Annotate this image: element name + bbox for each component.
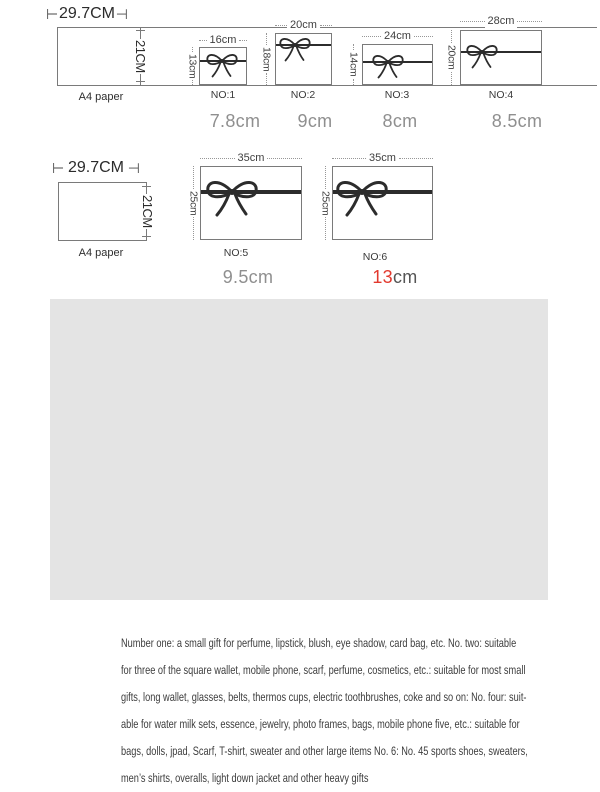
box-number-label: NO:6 — [362, 251, 388, 263]
box-depth-size: 9.5cm — [222, 267, 274, 287]
a4-height-label: 21CM — [140, 195, 155, 228]
box-height-dimension — [445, 30, 458, 85]
description-panel — [50, 299, 548, 785]
box-height-label: 14cm — [347, 52, 360, 77]
dimension-tick — [136, 81, 145, 82]
box-depth-size: 7.8cm — [209, 111, 261, 131]
bow-icon — [370, 52, 406, 82]
box-depth-size-value: 13 — [372, 267, 393, 287]
a4-caption: A4 paper — [78, 91, 124, 103]
bow-icon — [204, 51, 240, 81]
box-height-label: 25cm — [319, 190, 332, 216]
box-width-label: 28cm — [485, 15, 518, 28]
box-height-dimension — [187, 166, 200, 240]
box-width-label: 35cm — [366, 152, 399, 165]
box-number-label: NO:3 — [384, 89, 410, 101]
box-number-label: NO:1 — [210, 89, 236, 101]
box-height-label: 25cm — [187, 190, 200, 216]
box-width-dimension — [460, 15, 542, 28]
a4-width-dimension — [52, 159, 140, 177]
a4-width-dimension — [46, 5, 128, 23]
a4-height-dimension — [139, 189, 156, 234]
dimension-tick — [136, 30, 145, 31]
box-height-dimension — [260, 33, 273, 85]
box-width-dimension — [199, 34, 247, 47]
box-width-label: 20cm — [287, 19, 320, 32]
box-width-dimension — [362, 30, 433, 43]
box-height-dimension — [186, 47, 199, 85]
box-number-label: NO:5 — [223, 247, 249, 259]
bow-icon — [334, 177, 390, 223]
box-depth-size-unit: cm — [393, 267, 418, 287]
box-number-label: NO:2 — [290, 89, 316, 101]
a4-band-bottom-line — [57, 85, 597, 86]
a4-paper-outline — [58, 182, 147, 241]
box-height-label: 20cm — [445, 45, 458, 70]
box-height-dimension — [319, 166, 332, 240]
box-depth-size-highlighted — [360, 267, 430, 288]
a4-caption: A4 paper — [78, 247, 124, 259]
box-height-dimension — [347, 44, 360, 85]
a4-width-label: ⊢ 29.7CM — [67, 159, 125, 176]
box-depth-size: 9cm — [297, 111, 333, 131]
a4-height-dimension — [132, 34, 149, 79]
a4-height-label: 21CM — [133, 40, 148, 73]
box-depth-size: 8.5cm — [491, 111, 543, 131]
box-width-dimension — [332, 152, 433, 165]
bow-icon — [204, 177, 260, 223]
description-text: Number one: a small gift for perfume, lipstick, blush, eye shadow, card bag, etc. No. two: suitable for three of the square wallet, mobile phone, scarf, perfume, cosmetics, etc.: suitable for most small gifts, long wallet, glasses, belts, thermos cups, electric toothbrushes, coke and so on: No. four: suit- able for water milk sets, essence, jewelry, photo frames, bags, mobile phone five, etc.: suitable for bags, dolls, jpad, Scarf, T-shirt, sweater and other large items No. 6: No. 45 sports shoes, sweaters, men’s shirts, overalls, light down jacket and other heavy gifts — [121, 636, 528, 785]
bow-icon — [277, 35, 313, 65]
box-width-label: 24cm — [381, 30, 414, 43]
box-height-label: 13cm — [186, 53, 199, 79]
a4-width-label: ⊢ 29.7CM — [58, 5, 116, 22]
box-width-dimension — [200, 152, 302, 165]
box-height-label: 18cm — [260, 46, 273, 72]
bow-icon — [464, 42, 500, 72]
box-depth-size: 8cm — [382, 111, 418, 131]
dimension-tick — [142, 186, 151, 187]
box-width-label: 16cm — [207, 34, 240, 47]
box-number-label: NO:4 — [488, 89, 514, 101]
box-width-dimension — [275, 19, 332, 32]
dimension-tick — [142, 236, 151, 237]
box-width-label: 35cm — [235, 152, 268, 165]
a4-left-edge — [57, 27, 58, 86]
